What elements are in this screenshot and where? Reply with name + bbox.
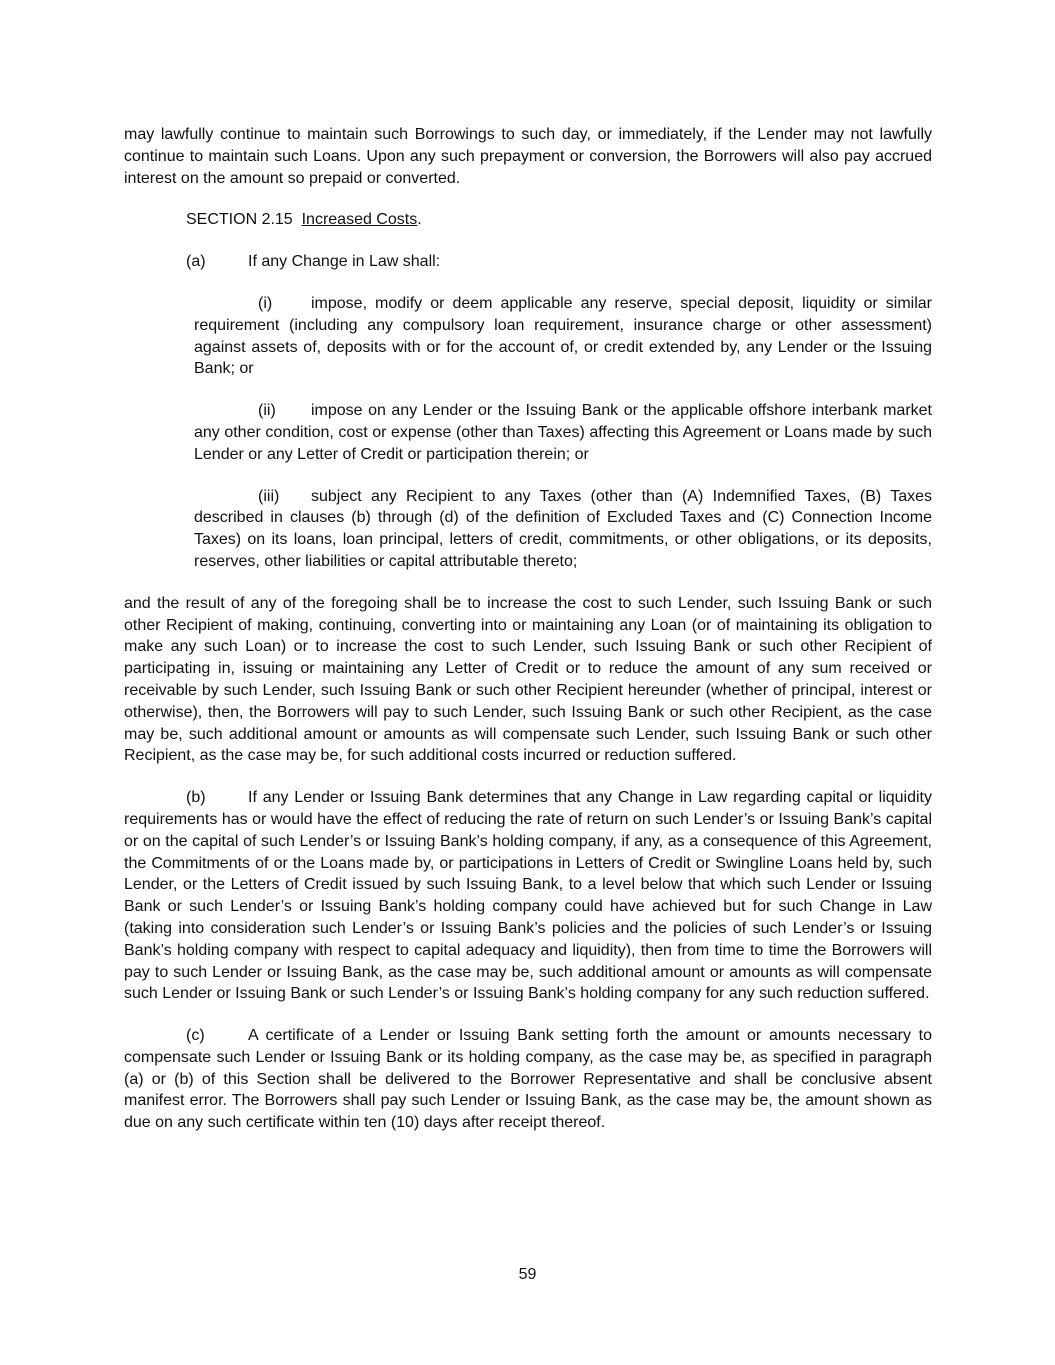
paragraph-b-text: If any Lender or Issuing Bank determines that any Change in Law regarding capital or liquidity requirements has or would have the effect of reducing the rate of return on such Lender’s or Issuing Bank’s capital or on the capital of such Lender’s or Issuing Bank’s holding company, if any, as a consequence of this Agreement, the Commitments of or the Loans made by, or participations in Letters of Credit or Swingline Loans held by, such Lender, or the Letters of Credit issued by such Issuing Bank, to a level below that which such Lender or Issuing Bank or such Lender’s or Issuing Bank’s holding company could have achieved but for such Change in Law (taking into consideration such Lender’s or Issuing Bank’s policies and the policies of such Lender’s or Issuing Bank’s holding company with respect to capital adequacy and liquidity), then from time to time the Borrowers will pay to such Lender or Issuing Bank, as the case may be, such additional amount or amounts as will compensate such Lender or Issuing Bank or such Lender’s or Issuing Bank’s holding company for any such reduction suffered. [124,789,932,1003]
clause-text: impose, modify or deem applicable any reserve, special deposit, liquidity or similar requirement (including any compulsory loan requirement, insurance charge or other assessment) against assets of, deposits with or for the account of, or credit extended by, any Lender or the Issuing Bank; or [194,294,932,378]
section-title-suffix: . [417,211,422,229]
clause-label: (ii) [258,402,276,420]
document-page [124,124,932,1154]
paragraph-c-text: A certificate of a Lender or Issuing Bank setting forth the amount or amounts necessary to compensate such Lender or Issuing Bank or its holding company, as the case may be, as specified in paragraph (a) or (b) of this Section shall be delivered to the Borrower Representative and shall be conclusive absent manifest error. The Borrowers shall pay such Lender or Issuing Bank, as the case may be, the amount shown as due on any such certificate within ten (10) days after receipt thereof. [124,1027,932,1132]
paragraph-b-label: (b) [186,789,206,807]
paragraph-a-text: If any Change in Law shall: [248,253,441,271]
clause-item [194,400,932,465]
paragraph-c [124,1025,932,1134]
clause-text: subject any Recipient to any Taxes (other than (A) Indemnified Taxes, (B) Taxes described in clauses (b) through (d) of the definition of Excluded Taxes and (C) Connection Income Taxes) on its loans, loan principal, letters of credit, commitments, or other obligations, or its deposits, reserves, other liabilities or capital attributable thereto; [194,487,932,570]
section-title: Increased Costs [301,211,418,229]
section-heading [186,209,932,231]
clause-label: (i) [258,294,273,312]
section-number: SECTION 2.15 [186,211,293,229]
page-number: 59 [518,1266,537,1283]
result-paragraph: and the result of any of the foregoing shall be to increase the cost to such Lender, such Issuing Bank or such other Recipient of making, continuing, converting into or maintaining any Loan (or of maintaining its obligation to make any such Loan) or to increase the cost to such Lender, such Issuing Bank or such other Recipient of participating in, issuing or maintaining any Letter of Credit or to reduce the amount of any sum received or receivable by such Lender, such Issuing Bank or such other Recipient hereunder (whether of principal, interest or otherwise), then, the Borrowers will pay to such Lender, such Issuing Bank or such other Recipient, as the case may be, such additional amount or amounts as will compensate such Lender, such Issuing Bank or such other Recipient, as the case may be, for such additional costs incurred or reduction suffered. [124,594,932,765]
continuation-paragraph: may lawfully continue to maintain such Borrowings to such day, or immediately, if the Lender may not lawfully continue to maintain such Loans. Upon any such prepayment or conversion, the Borrowers will also pay accrued interest on the amount so prepaid or converted. [124,126,932,187]
paragraph-c-label: (c) [186,1027,205,1045]
clause-item [194,293,932,380]
paragraph-a-label: (a) [186,253,206,271]
clause-label: (iii) [258,487,280,505]
paragraph-b [124,787,932,1005]
clause-item [194,486,932,573]
paragraph-a [186,251,932,273]
clause-text: impose on any Lender or the Issuing Bank or the applicable offshore interbank market any other condition, cost or expense (other than Taxes) affecting this Agreement or Loans made by such Lender or any Letter of Credit or participation therein; or [194,402,932,463]
